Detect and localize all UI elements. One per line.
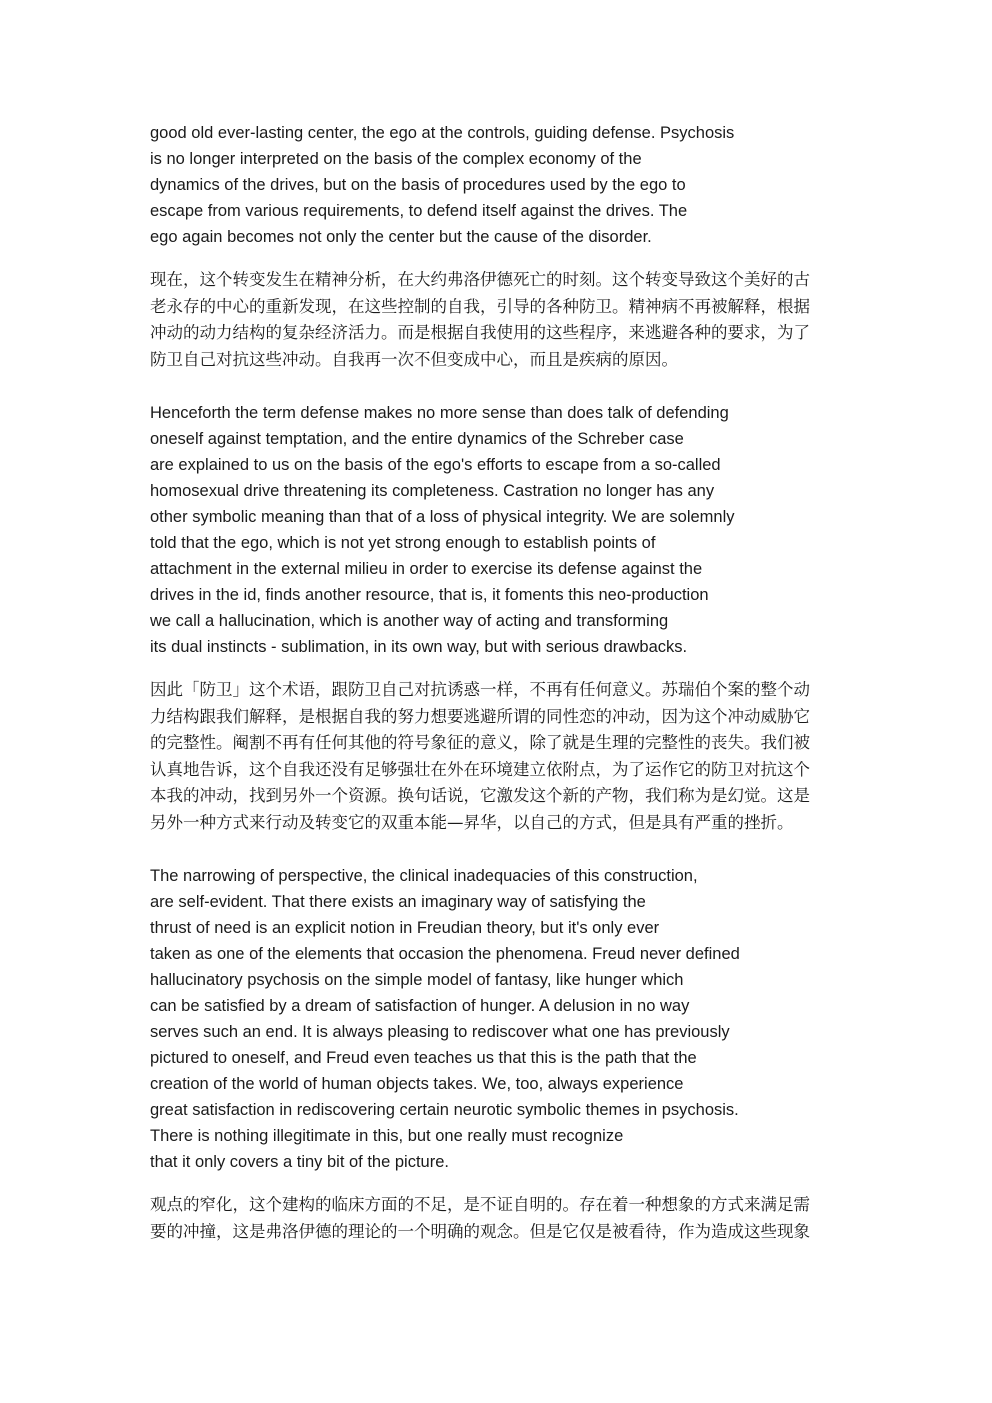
paragraph-en-3 xyxy=(150,863,850,1175)
paragraph-zh-2 xyxy=(150,677,850,836)
text-line: 老永存的中心的重新发现，在这些控制的自我，引导的各种防卫。精神病不再被解释，根据 xyxy=(150,296,810,316)
text-line: thrust of need is an explicit notion in Freudian theory, but it's only ever xyxy=(150,919,660,937)
paragraph-zh-3 xyxy=(150,1192,850,1245)
text-line: serves such an end. It is always pleasing to rediscover what one has previously xyxy=(150,1023,730,1041)
text-line: drives in the id, finds another resource, that is, it foments this neo-production xyxy=(150,586,709,604)
text-line: 另外一种方式来行动及转变它的双重本能—昇华，以自己的方式，但是具有严重的挫折。 xyxy=(150,812,794,832)
text-line: 现在，这个转变发生在精神分析，在大约弗洛伊德死亡的时刻。这个转变导致这个美好的古 xyxy=(150,270,810,289)
text-line: 防卫自己对抗这些冲动。自我再一次不但变成中心，而且是疾病的原因。 xyxy=(150,349,678,369)
text-line: The narrowing of perspective, the clinical inadequacies of this construction, xyxy=(150,867,698,885)
text-line: is no longer interpreted on the basis of the complex economy of the xyxy=(150,150,642,168)
paragraph-en-1 xyxy=(150,120,850,250)
text-line: its dual instincts - sublimation, in its own way, but with serious drawbacks. xyxy=(150,638,688,656)
text-line: 本我的冲动，找到另外一个资源。换句话说，它激发这个新的产物，我们称为是幻觉。这是 xyxy=(150,786,810,805)
text-line: good old ever-lasting center, the ego at the controls, guiding defense. Psychosis xyxy=(150,124,735,142)
text-line: Henceforth the term defense makes no more sense than does talk of defending xyxy=(150,404,729,422)
text-line: are explained to us on the basis of the ego's efforts to escape from a so-called xyxy=(150,456,721,474)
text-line: homosexual drive threatening its completeness. Castration no longer has any xyxy=(150,482,715,500)
text-line: 力结构跟我们解释，是根据自我的努力想要逃避所谓的同性恋的冲动，因为这个冲动威胁它 xyxy=(150,706,810,726)
text-line: attachment in the external milieu in order to exercise its defense against the xyxy=(150,560,703,578)
text-line: escape from various requirements, to defend itself against the drives. The xyxy=(150,202,688,220)
text-line: taken as one of the elements that occasion the phenomena. Freud never defined xyxy=(150,945,740,963)
text-line: 观点的窄化，这个建构的临床方面的不足，是不证自明的。存在着一种想象的方式来满足需 xyxy=(150,1195,810,1214)
text-line: we call a hallucination, which is another way of acting and transforming xyxy=(150,612,669,630)
document-page xyxy=(150,120,850,1272)
text-line: creation of the world of human objects takes. We, too, always experience xyxy=(150,1075,684,1093)
text-line: There is nothing illegitimate in this, but one really must recognize xyxy=(150,1127,624,1145)
text-line: 认真地告诉，这个自我还没有足够强壮在外在环境建立依附点，为了运作它的防卫对抗这个 xyxy=(150,759,810,779)
text-line: 因此「防卫」这个术语，跟防卫自己对抗诱惑一样，不再有任何意义。苏瑞伯个案的整个动 xyxy=(150,680,810,699)
text-line: great satisfaction in rediscovering certain neurotic symbolic themes in psychosis. xyxy=(150,1101,739,1119)
paragraph-zh-1 xyxy=(150,267,850,373)
text-line: that it only covers a tiny bit of the picture. xyxy=(150,1153,449,1171)
text-line: 冲动的动力结构的复杂经济活力。而是根据自我使用的这些程序，来逃避各种的要求，为了 xyxy=(150,323,810,342)
text-line: hallucinatory psychosis on the simple model of fantasy, like hunger which xyxy=(150,971,684,989)
text-line: are self-evident. That there exists an imaginary way of satisfying the xyxy=(150,893,646,911)
text-line: 要的冲撞，这是弗洛伊德的理论的一个明确的观念。但是它仅是被看待，作为造成这些现象 xyxy=(150,1221,810,1241)
text-line: other symbolic meaning than that of a loss of physical integrity. We are solemnly xyxy=(150,508,735,526)
text-line: pictured to oneself, and Freud even teaches us that this is the path that the xyxy=(150,1049,697,1067)
text-line: 的完整性。阉割不再有任何其他的符号象征的意义，除了就是生理的完整性的丧失。我们被 xyxy=(150,733,810,752)
text-line: told that the ego, which is not yet strong enough to establish points of xyxy=(150,534,656,552)
text-line: dynamics of the drives, but on the basis of procedures used by the ego to xyxy=(150,176,686,194)
text-line: oneself against temptation, and the entire dynamics of the Schreber case xyxy=(150,430,684,448)
text-line: ego again becomes not only the center but the cause of the disorder. xyxy=(150,228,652,246)
paragraph-en-2 xyxy=(150,400,850,660)
text-line: can be satisfied by a dream of satisfaction of hunger. A delusion in no way xyxy=(150,997,690,1015)
